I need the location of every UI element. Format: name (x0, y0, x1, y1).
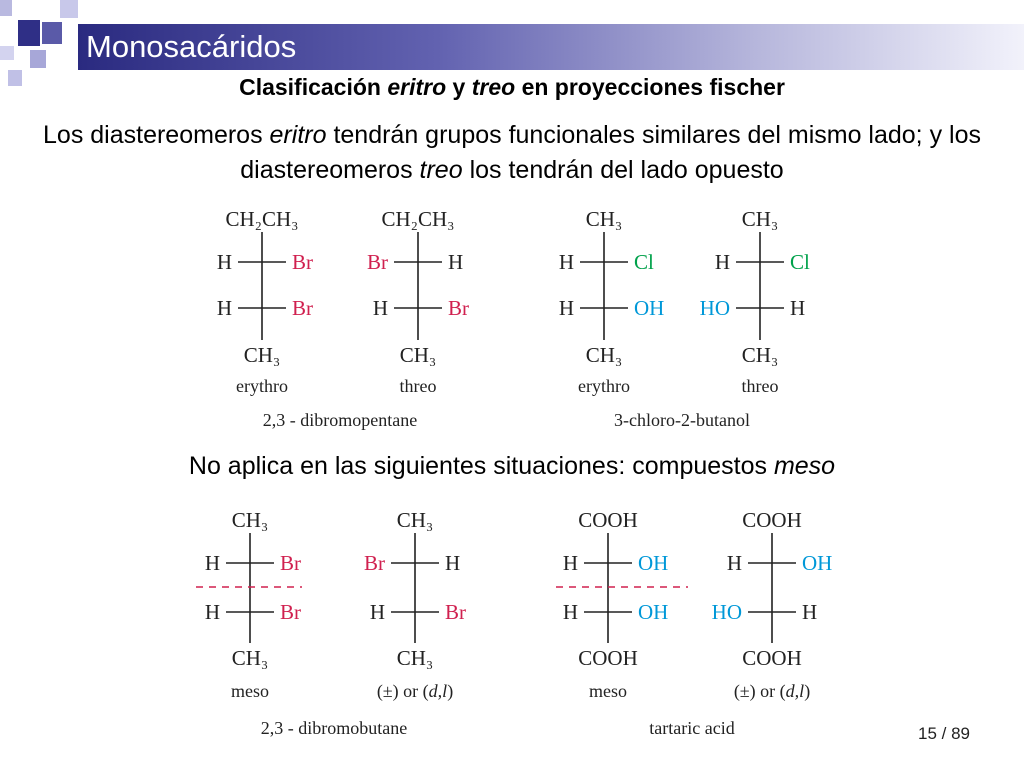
fischer-top-group-label: CH₃ (741, 207, 779, 231)
paragraph-text: los tendrán del lado opuesto (462, 156, 784, 184)
substituent-right: Br (292, 250, 313, 274)
paragraph-text: Los diastereomeros (43, 121, 270, 149)
fischer-structure (700, 207, 810, 396)
fischer-structure (205, 508, 301, 701)
fischer-bottom-group-label: COOH (742, 646, 802, 670)
slide-title: Monosacáridos (86, 29, 297, 64)
stereo-label: threo (741, 376, 779, 396)
substituent-right: OH (638, 551, 669, 575)
substituent-left: H (714, 250, 730, 274)
paragraph-eritro: eritro (269, 121, 327, 149)
substituent-left: HO (699, 296, 730, 320)
compound-name-b: 3-chloro-2-butanol (614, 410, 750, 430)
fischer-structure (559, 207, 665, 396)
substituent-right: Br (280, 551, 301, 575)
fischer-structure (217, 207, 313, 396)
fischer-top-group-label: CH₂CH₃ (225, 207, 299, 231)
substituent-right: OH (634, 296, 665, 320)
compound-name-a: 2,3 - dibromobutane (260, 718, 408, 738)
stereo-label: erythro (236, 376, 288, 396)
substituent-left: H (562, 551, 578, 575)
fischer-structure (364, 508, 466, 702)
subtitle-text: Clasificación (239, 74, 388, 100)
stereo-label: erythro (578, 376, 630, 396)
fischer-bottom-group-label: CH₃ (243, 343, 281, 367)
substituent-right: Cl (634, 250, 654, 274)
substituent-left: Br (367, 250, 388, 274)
substituent-right: H (790, 296, 806, 320)
substituent-left: H (204, 551, 220, 575)
subtitle-text: y (446, 74, 472, 100)
substituent-right: OH (802, 551, 833, 575)
substituent-left: H (216, 250, 232, 274)
substituent-left: H (372, 296, 388, 320)
substituent-left: H (204, 600, 220, 624)
subtitle-text: en proyecciones fischer (515, 74, 785, 100)
fischer-bottom-group-label: CH₃ (585, 343, 623, 367)
fischer-bottom-group-label: CH₃ (396, 646, 434, 670)
fischer-structure (563, 508, 669, 701)
substituent-right: Cl (790, 250, 810, 274)
substituent-left: H (369, 600, 385, 624)
substituent-left: H (558, 296, 574, 320)
meso-note-text: No aplica en las siguientes situaciones: compuestos (188, 452, 774, 480)
substituent-left: Br (364, 551, 385, 575)
stereo-label: meso (589, 681, 627, 701)
substituent-right: Br (280, 600, 301, 624)
subtitle-treo: treo (471, 74, 516, 100)
fischer-top-group-label: CH₃ (585, 207, 623, 231)
substituent-right: H (448, 250, 464, 274)
fischer-top-group-label: CH₂CH₃ (381, 207, 455, 231)
fischer-bottom-group (196, 508, 832, 738)
page-number: 15 / 89 (918, 724, 970, 743)
compound-name-b: tartaric acid (649, 718, 735, 738)
substituent-left: H (726, 551, 742, 575)
fischer-bottom-group-label: CH₃ (231, 646, 269, 670)
substituent-right: Br (292, 296, 313, 320)
substituent-right: Br (448, 296, 469, 320)
substituent-left: H (216, 296, 232, 320)
substituent-right: Br (445, 600, 466, 624)
substituent-right: H (802, 600, 818, 624)
substituent-right: H (445, 551, 461, 575)
meso-note-italic: meso (773, 452, 836, 480)
substituent-left: HO (711, 600, 742, 624)
stereo-label: threo (399, 376, 437, 396)
fischer-bottom-group-label: CH₃ (399, 343, 437, 367)
compound-name-a: 2,3 - dibromopentane (262, 410, 418, 430)
stereo-label: (±) or (d,l) (376, 681, 454, 701)
stereo-label: meso (231, 681, 269, 701)
paragraph-treo: treo (419, 156, 463, 184)
fischer-top-group (217, 207, 810, 430)
fischer-top-group-label: COOH (578, 508, 638, 532)
stereo-label: (±) or (d,l) (733, 681, 811, 701)
fischer-bottom-group-label: COOH (578, 646, 638, 670)
subtitle-eritro: eritro (387, 74, 447, 100)
paragraph-text: tendrán grupos funcionales similares del mismo lado; y los diastereomeros (240, 121, 981, 184)
fischer-top-group-label: CH₃ (231, 508, 269, 532)
fischer-bottom-group-label: CH₃ (741, 343, 779, 367)
substituent-left: H (562, 600, 578, 624)
substituent-right: OH (638, 600, 669, 624)
fischer-top-group-label: COOH (742, 508, 802, 532)
fischer-structure (712, 508, 833, 702)
fischer-structure (367, 207, 469, 396)
fischer-top-group-label: CH₃ (396, 508, 434, 532)
substituent-left: H (558, 250, 574, 274)
